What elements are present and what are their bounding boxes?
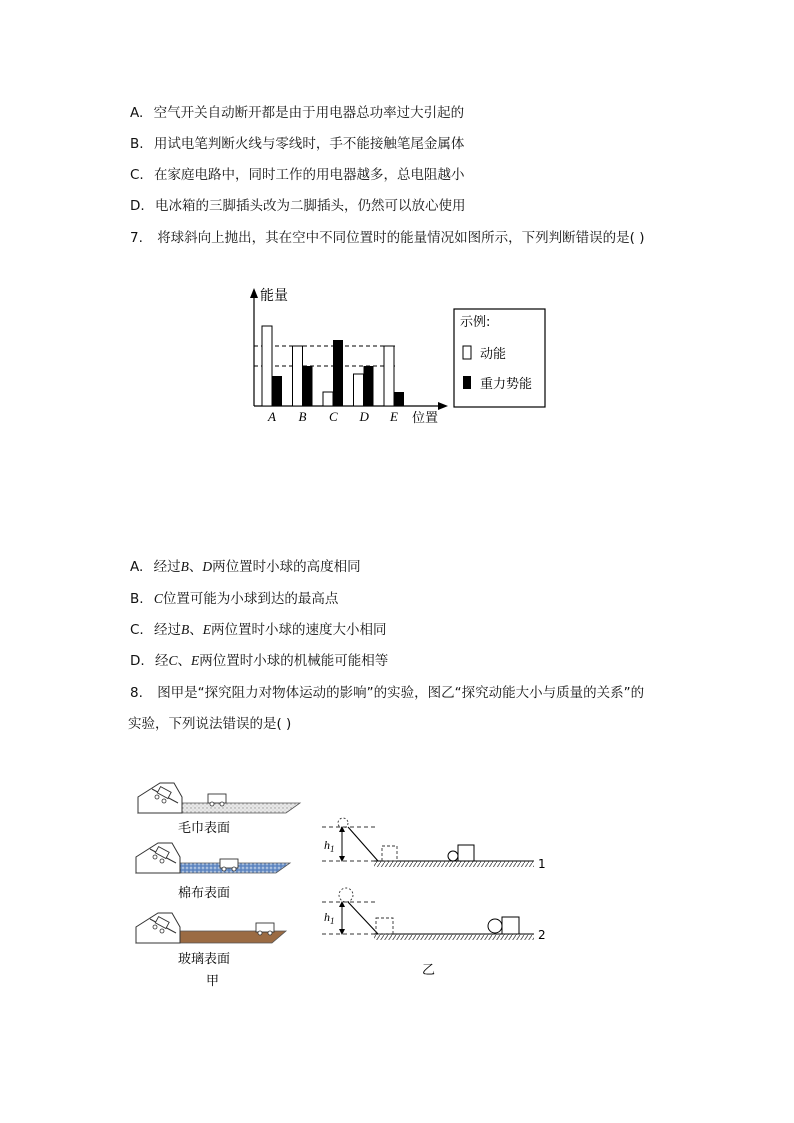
q7-option-d (130, 651, 388, 671)
energy-bar-chart (230, 282, 550, 432)
q8-stem-line2: 实验，下列说法错误的是( ) (128, 716, 292, 732)
car-icon (256, 923, 274, 932)
surface-label-towel: 毛巾表面 (178, 821, 231, 836)
q6-option-b (130, 134, 464, 154)
car-icon (208, 794, 226, 803)
bar-potential-A (272, 376, 282, 406)
question-number: 7. (130, 230, 143, 246)
figure-jia (130, 775, 310, 990)
figure-yi (316, 815, 556, 980)
category-label-D: D (359, 409, 369, 424)
surface-label-glass: 玻璃表面 (178, 952, 231, 967)
option-letter: C. (130, 622, 144, 638)
figure-caption-jia: 甲 (206, 974, 220, 989)
option-text: C位置可能为小球到达的最高点 (153, 591, 339, 607)
option-letter: A. (130, 559, 144, 575)
track-label-1: 1 (538, 857, 546, 871)
ball-icon (488, 919, 502, 933)
option-letter: D. (130, 653, 145, 669)
glass-setup (136, 913, 286, 943)
x-axis-arrow (438, 402, 448, 410)
category-label-C: C (329, 409, 338, 424)
q8-stem-line1 (130, 683, 644, 703)
towel-setup (138, 783, 300, 813)
y-axis-label: 能量 (260, 288, 288, 304)
ball-icon (448, 851, 458, 861)
block-start-icon (376, 918, 393, 934)
option-letter: C. (130, 167, 144, 183)
q7-option-a (130, 557, 361, 577)
category-label-E: E (390, 409, 398, 424)
option-letter: D. (130, 198, 145, 214)
q6-option-a (130, 103, 464, 123)
setup-1 (322, 818, 546, 871)
block-icon (458, 845, 474, 861)
ball-start-icon (338, 818, 348, 828)
legend-potential-swatch (463, 376, 471, 389)
bar-kinetic-E (384, 346, 394, 406)
height-label: $h_1$ (324, 838, 335, 854)
ball-start-icon (339, 888, 353, 902)
bar-potential-E (394, 392, 404, 406)
height-label: $h_1$ (324, 910, 335, 926)
category-label-B: B (298, 409, 307, 424)
option-text: 经过B、D两位置时小球的高度相同 (153, 559, 361, 575)
option-letter: B. (130, 591, 144, 607)
question-number: 8. (130, 685, 143, 701)
option-text: 用试电笔判断火线与零线时，手不能接触笔尾金属体 (153, 136, 465, 152)
legend-kinetic-swatch (463, 346, 471, 359)
q6-option-c (130, 165, 465, 185)
option-text: 经过B、E两位置时小球的速度大小相同 (154, 622, 387, 638)
q7-option-c (130, 620, 387, 640)
legend-title: 示例: (460, 315, 491, 330)
cloth-setup (136, 843, 290, 873)
block-start-icon (382, 846, 397, 861)
car-icon (220, 859, 238, 868)
question-text: 图甲是“探究阻力对物体运动的影响”的实验，图乙“探究动能大小与质量的关系”的 (157, 685, 645, 701)
option-letter: B. (130, 136, 144, 152)
option-text: 空气开关自动断开都是由于用电器总功率过大引起的 (153, 105, 465, 121)
figure-caption-yi: 乙 (422, 963, 436, 978)
option-letter: A. (130, 105, 144, 121)
option-text: 电冰箱的三脚插头改为二脚插头，仍然可以放心使用 (154, 198, 466, 214)
bar-potential-D (364, 366, 374, 406)
track-label-2: 2 (538, 928, 546, 942)
category-label-A: A (268, 409, 276, 424)
legend-kinetic-label: 动能 (480, 347, 507, 362)
bar-kinetic-A (262, 326, 272, 406)
q7-stem (130, 228, 645, 248)
surface-label-cloth: 棉布表面 (178, 886, 231, 901)
block-icon (502, 917, 519, 934)
option-text: 在家庭电路中，同时工作的用电器越多，总电阻越小 (154, 167, 465, 183)
setup-2 (322, 888, 546, 942)
x-axis-label: 位置 (412, 411, 439, 426)
bar-potential-B (303, 366, 313, 406)
bar-kinetic-D (354, 374, 364, 406)
q6-option-d (130, 196, 465, 216)
question-text: 将球斜向上抛出，其在空中不同位置时的能量情况如图所示，下列判断错误的是( ) (157, 230, 645, 246)
bar-kinetic-C (323, 392, 333, 406)
q7-option-b (130, 589, 338, 609)
y-axis-arrow (250, 288, 258, 298)
bar-kinetic-B (293, 346, 303, 406)
option-text: 经C、E两位置时小球的机械能可能相等 (154, 653, 389, 669)
legend-potential-label: 重力势能 (480, 377, 533, 392)
bar-potential-C (333, 340, 343, 406)
